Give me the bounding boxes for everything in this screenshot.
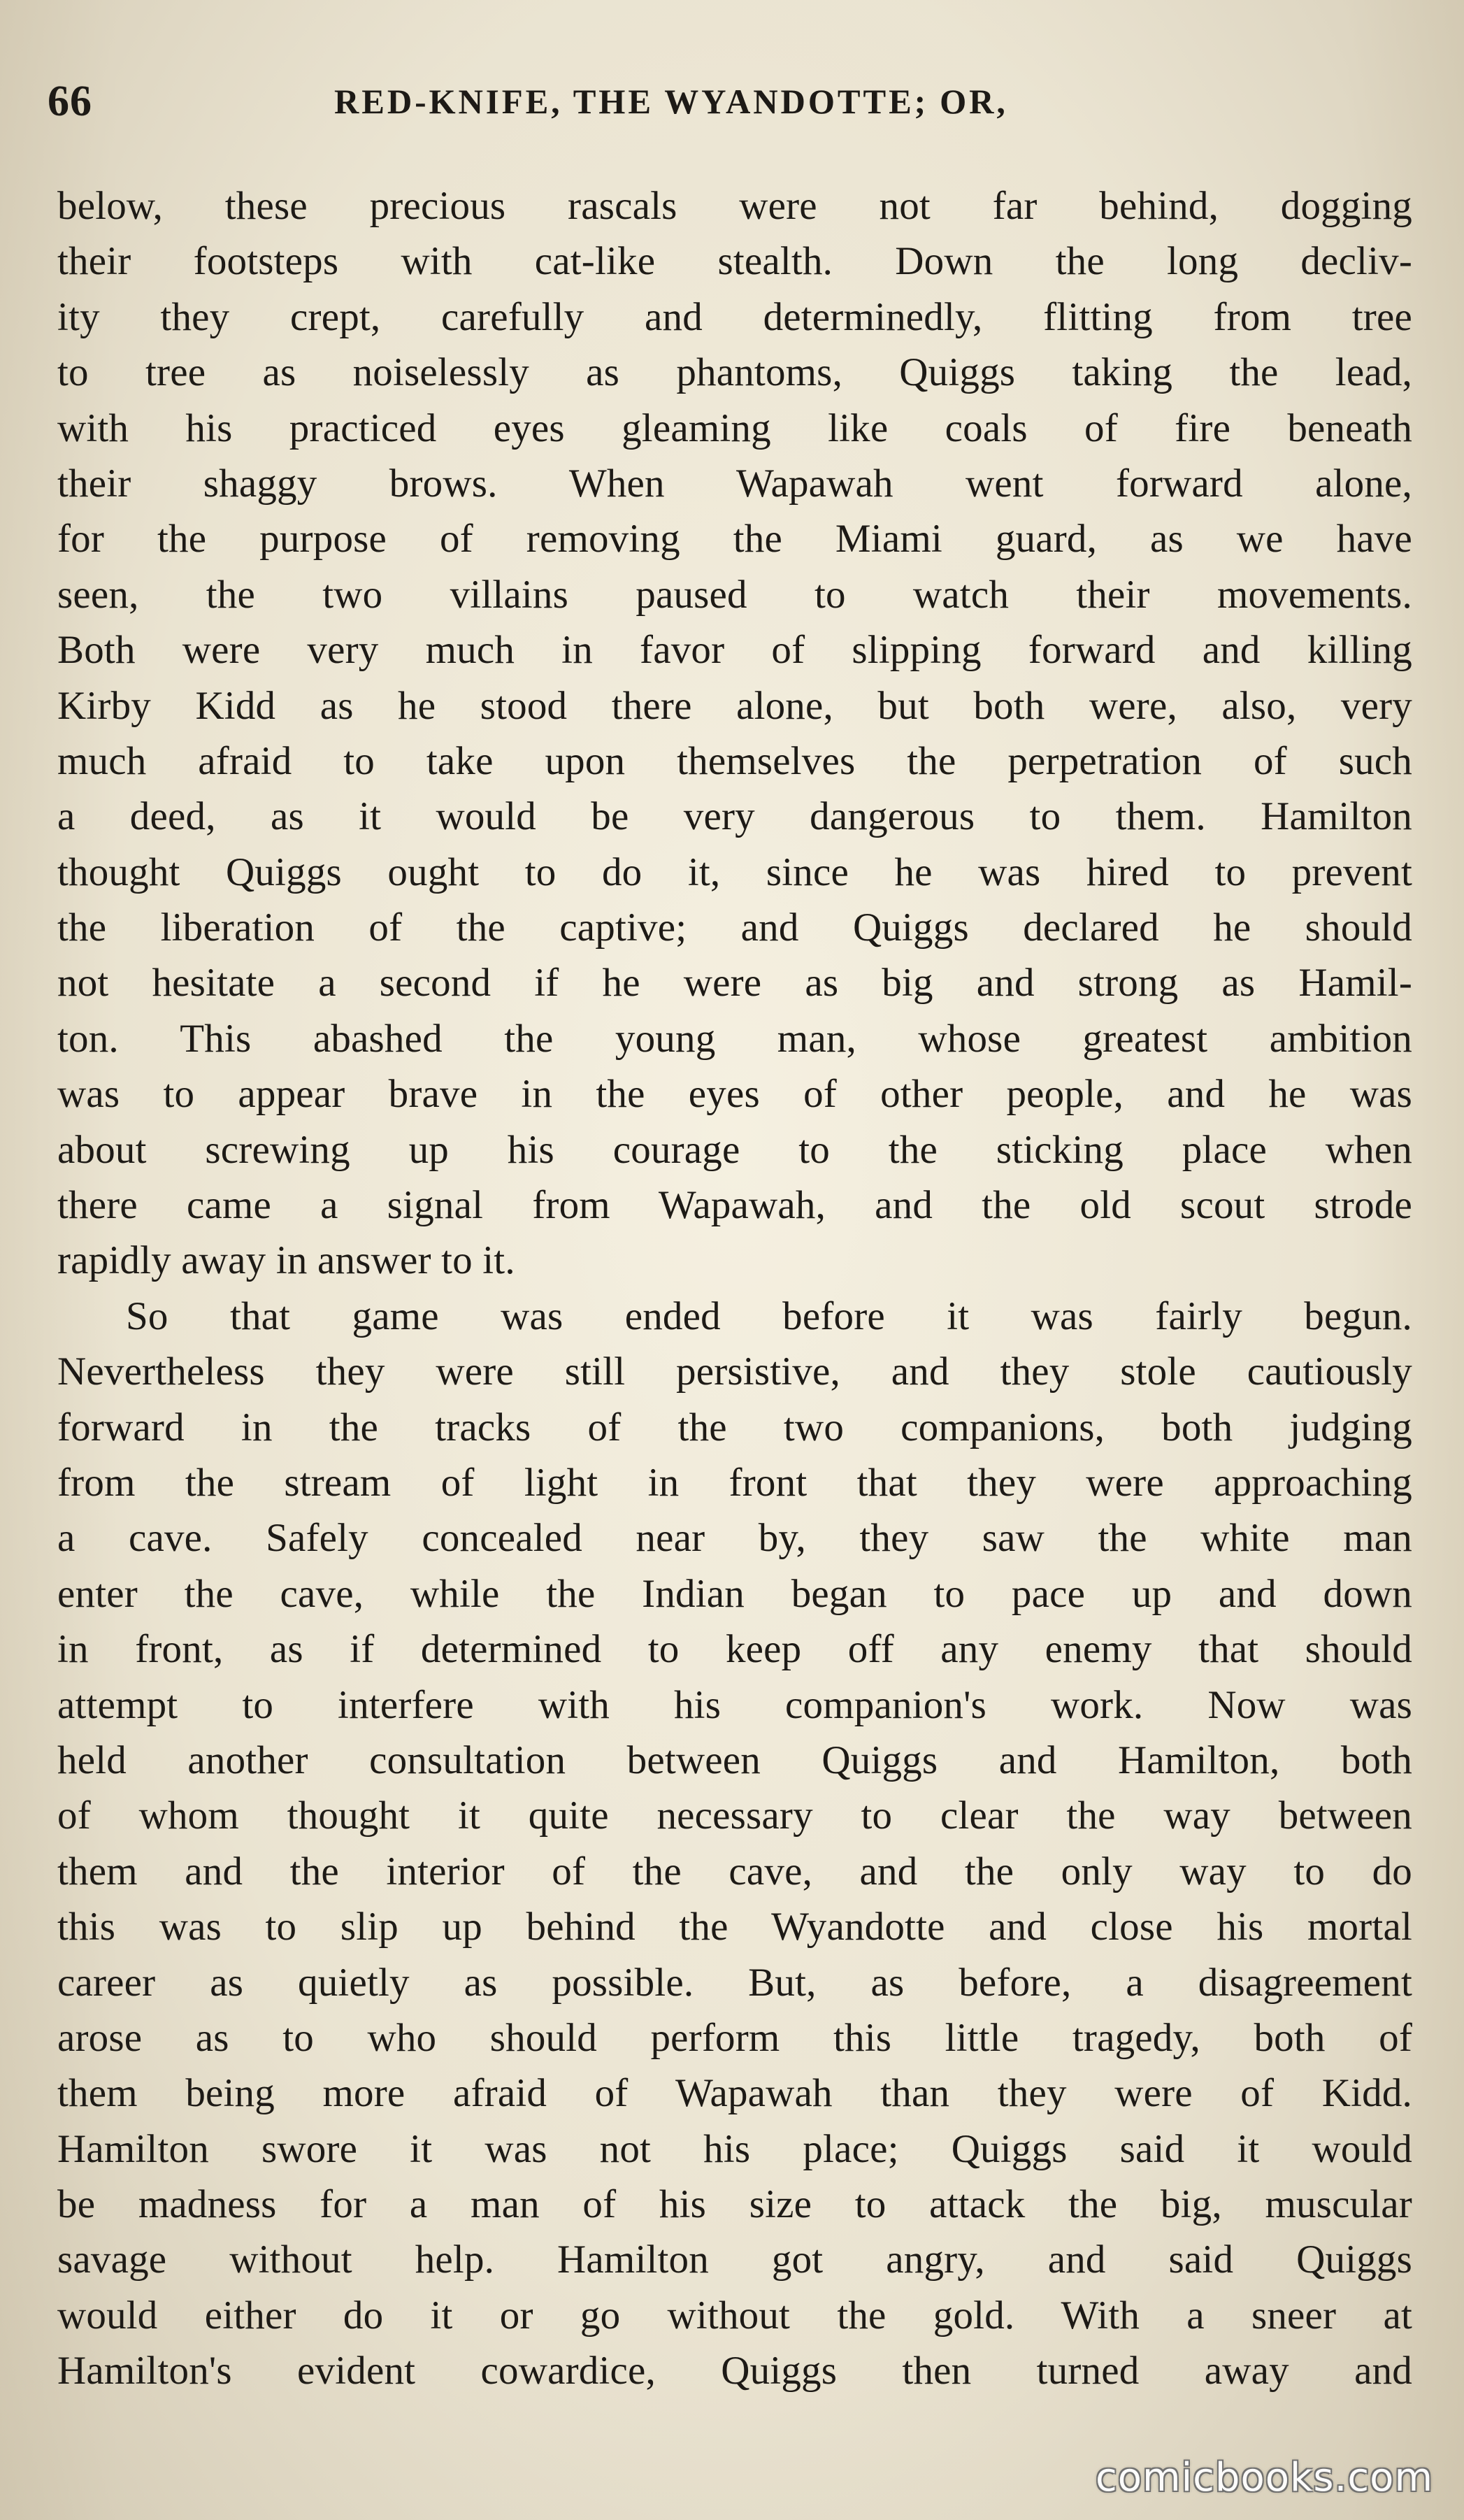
text-line: their footsteps with cat-like stealth. Down the long decliv-: [57, 239, 1412, 284]
text-line: be madness for a man of his size to attack the big, muscular: [57, 2182, 1412, 2227]
text-line: not hesitate a second if he were as big and strong as Hamil-: [57, 961, 1412, 1005]
page-number: 66: [48, 78, 92, 125]
body-text: [57, 178, 1412, 2399]
text-line: attempt to interfere with his companion's work. Now was: [57, 1682, 1412, 1727]
text-line: from the stream of light in front that they were approaching: [57, 1460, 1412, 1505]
text-line: them and the interior of the cave, and the only way to do: [57, 1849, 1412, 1893]
text-line: them being more afraid of Wapawah than they were of Kidd.: [57, 2071, 1412, 2116]
text-line: in front, as if determined to keep off any enemy that should: [57, 1627, 1412, 1672]
text-line: Kirby Kidd as he stood there alone, but both were, also, very: [57, 683, 1412, 728]
text-line: there came a signal from Wapawah, and the old scout strode: [57, 1183, 1412, 1228]
text-line: thought Quiggs ought to do it, since he was hired to prevent: [57, 850, 1412, 894]
running-head: RED-KNIFE, THE WYANDOTTE; OR,: [334, 82, 1008, 121]
text-line: held another consultation between Quiggs and Hamilton, both: [57, 1738, 1412, 1782]
site-watermark: comicbooks.com: [1095, 2455, 1433, 2500]
text-line: Both were very much in favor of slipping forward and killing: [57, 628, 1412, 673]
text-line: Hamilton swore it was not his place; Quiggs said it would: [57, 2126, 1412, 2171]
text-line: seen, the two villains paused to watch their movements.: [57, 572, 1412, 617]
text-line: below, these precious rascals were not far behind, dogging: [57, 184, 1412, 228]
text-line: this was to slip up behind the Wyandotte and close his mortal: [57, 1905, 1412, 1949]
page-header: [48, 77, 1408, 133]
text-line: to tree as noiselessly as phantoms, Quiggs taking the lead,: [57, 350, 1412, 395]
text-line: arose as to who should perform this little tragedy, both of: [57, 2015, 1412, 2060]
text-line: a cave. Safely concealed near by, they saw the white man: [57, 1516, 1412, 1561]
paragraph-first-line: So that game was ended before it was fairly begun.: [126, 1294, 1412, 1338]
text-line: ton. This abashed the young man, whose greatest ambition: [57, 1016, 1412, 1061]
text-line: Nevertheless they were still persistive, and they stole cautiously: [57, 1350, 1412, 1394]
text-line: a deed, as it would be very dangerous to them. Hamilton: [57, 794, 1412, 839]
text-line: Hamilton's evident cowardice, Quiggs then turned away and: [57, 2349, 1412, 2393]
text-line: forward in the tracks of the two companions, both judging: [57, 1405, 1412, 1449]
paragraph-end-line: rapidly away in answer to it.: [57, 1238, 515, 1283]
text-line: of whom thought it quite necessary to clear the way between: [57, 1794, 1412, 1838]
text-line: about screwing up his courage to the sticking place when: [57, 1127, 1412, 1172]
text-line: was to appear brave in the eyes of other people, and he was: [57, 1072, 1412, 1117]
text-line: career as quietly as possible. But, as before, a disagreement: [57, 1960, 1412, 2005]
text-line: with his practiced eyes gleaming like coals of fire beneath: [57, 406, 1412, 450]
text-line: the liberation of the captive; and Quiggs declared he should: [57, 905, 1412, 950]
text-line: savage without help. Hamilton got angry, and said Quiggs: [57, 2238, 1412, 2282]
text-line: much afraid to take upon themselves the perpetration of such: [57, 738, 1412, 783]
text-line: their shaggy brows. When Wapawah went forward alone,: [57, 461, 1412, 506]
text-line: would either do it or go without the gold. With a sneer at: [57, 2293, 1412, 2338]
text-line: ity they crept, carefully and determinedly, flitting from tree: [57, 294, 1412, 339]
text-line: enter the cave, while the Indian began to pace up and down: [57, 1571, 1412, 1616]
text-line: for the purpose of removing the Miami guard, as we have: [57, 517, 1412, 561]
